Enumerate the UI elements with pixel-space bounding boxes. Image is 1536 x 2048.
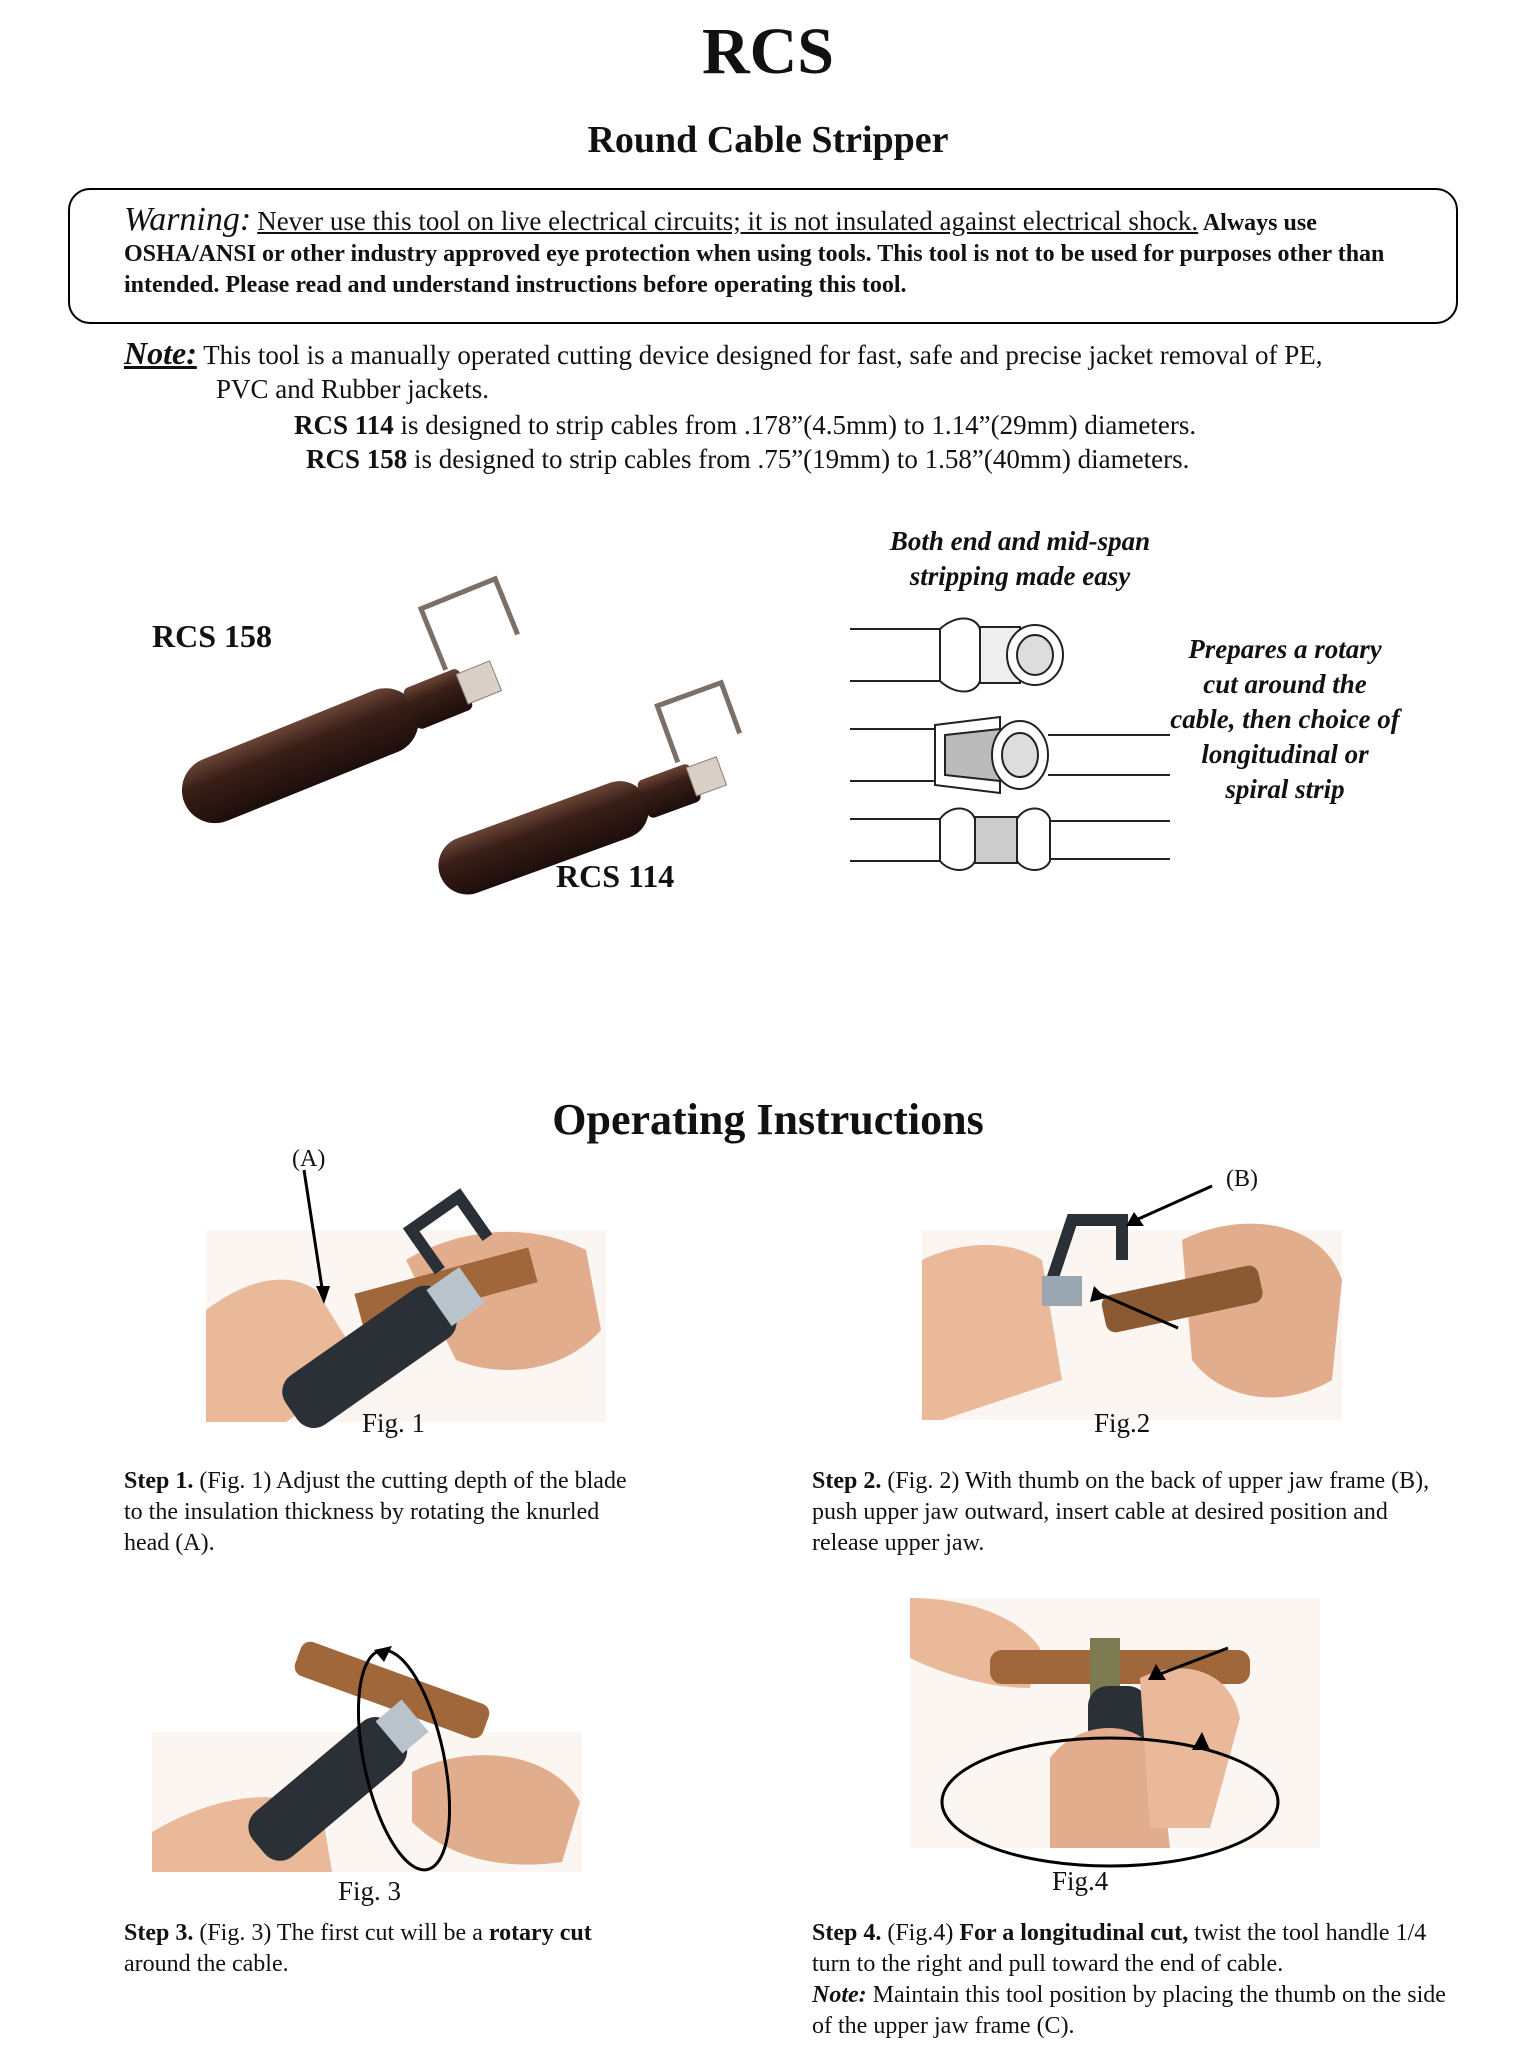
- diagram-caption-top-line-1: Both end and mid-span: [889, 526, 1151, 556]
- step4-text-a: (Fig.4): [881, 1920, 960, 1946]
- step1-label: Step 1.: [124, 1468, 194, 1494]
- warning-box: [68, 188, 1458, 324]
- diagram-caption-side-line-5: spiral strip: [1225, 774, 1345, 804]
- note-label: Note:: [124, 335, 197, 371]
- step1-text: (Fig. 1) Adjust the cutting depth of the blade to the insulation thickness by rotating the knurled head (A).: [124, 1468, 627, 1556]
- step3-text-b: around the cable.: [124, 1951, 289, 1977]
- step3-label: Step 3.: [124, 1920, 194, 1946]
- cable-strip-diagram: [850, 605, 1180, 865]
- page-subtitle: Round Cable Stripper: [587, 119, 949, 161]
- label-a: (A): [292, 1146, 326, 1172]
- step2-label: Step 2.: [812, 1468, 882, 1494]
- warning-text: Always use OSHA/ANSI or other industry approved eye protection when using tools. This tool is not to be used for purposes other than intended. Please read and understand instructions before operating this tool.: [124, 210, 1385, 298]
- fig1-photo: [206, 1170, 606, 1422]
- fig1-caption: Fig. 1: [362, 1408, 426, 1438]
- step4: [812, 1918, 1466, 2042]
- section-heading: Operating Instructions: [552, 1095, 984, 1144]
- step4-bold: For a longitudinal cut,: [959, 1920, 1189, 1946]
- step3: [124, 1918, 664, 1980]
- step4-text-b: twist the tool handle 1/4 turn to the right and pull toward the end of cable.: [812, 1920, 1427, 1977]
- fig3-caption: Fig. 3: [338, 1876, 402, 1906]
- diagram-caption-side-line-3: cable, then choice of: [1170, 704, 1400, 734]
- label-b: (B): [1226, 1166, 1258, 1192]
- model-text-114: is designed to strip cables from .178”(4.5mm) to 1.14”(29mm) diameters.: [393, 410, 1197, 440]
- step4-note-text: Maintain this tool position by placing the thumb on the side of the upper jaw frame (C).: [812, 1982, 1446, 2039]
- warning-label: Warning:: [124, 201, 252, 238]
- step4-label: Step 4.: [812, 1920, 882, 1946]
- step3-bold: rotary cut: [488, 1920, 592, 1946]
- product-label-158: RCS 158: [152, 618, 273, 654]
- note-line-1: This tool is a manually operated cutting device designed for fast, safe and precise jacket removal of PE,: [196, 340, 1323, 370]
- warning-lead: Never use this tool on live electrical circuits; it is not insulated against electrical shock.: [257, 206, 1199, 236]
- diagram-caption-top: [840, 524, 1200, 594]
- step1: [124, 1466, 644, 1559]
- fig2-caption: Fig.2: [1094, 1408, 1151, 1438]
- fig2-photo: [922, 1180, 1342, 1420]
- note-line-2: PVC and Rubber jackets.: [216, 374, 489, 404]
- step3-text-a: (Fig. 3) The first cut will be a: [193, 1920, 489, 1946]
- step4-note-label: Note:: [812, 1982, 867, 2008]
- model-line-158: [306, 444, 1189, 475]
- page-title: RCS: [701, 15, 835, 88]
- diagram-caption-top-line-2: stripping made easy: [909, 561, 1131, 591]
- diagram-caption-side: [1150, 632, 1420, 807]
- fig3-photo: [152, 1632, 582, 1872]
- product-label-114: RCS 114: [556, 858, 675, 894]
- fig4-caption: Fig.4: [1052, 1866, 1109, 1896]
- product-photo-rcs114: [400, 690, 780, 880]
- fig4-photo: [910, 1598, 1330, 1878]
- note-block: [124, 336, 1424, 406]
- diagram-caption-side-line-2: cut around the: [1203, 669, 1367, 699]
- diagram-caption-side-line-1: Prepares a rotary: [1188, 634, 1382, 664]
- model-name-158: RCS 158: [306, 444, 408, 474]
- diagram-caption-side-line-4: longitudinal or: [1201, 739, 1369, 769]
- model-name-114: RCS 114: [294, 410, 394, 440]
- model-text-158: is designed to strip cables from .75”(19mm) to 1.58”(40mm) diameters.: [407, 444, 1190, 474]
- step2-text: (Fig. 2) With thumb on the back of upper jaw frame (B), push upper jaw outward, insert cable at desired position and release upper jaw.: [812, 1468, 1430, 1556]
- step2: [812, 1466, 1452, 1559]
- model-line-114: [294, 410, 1196, 441]
